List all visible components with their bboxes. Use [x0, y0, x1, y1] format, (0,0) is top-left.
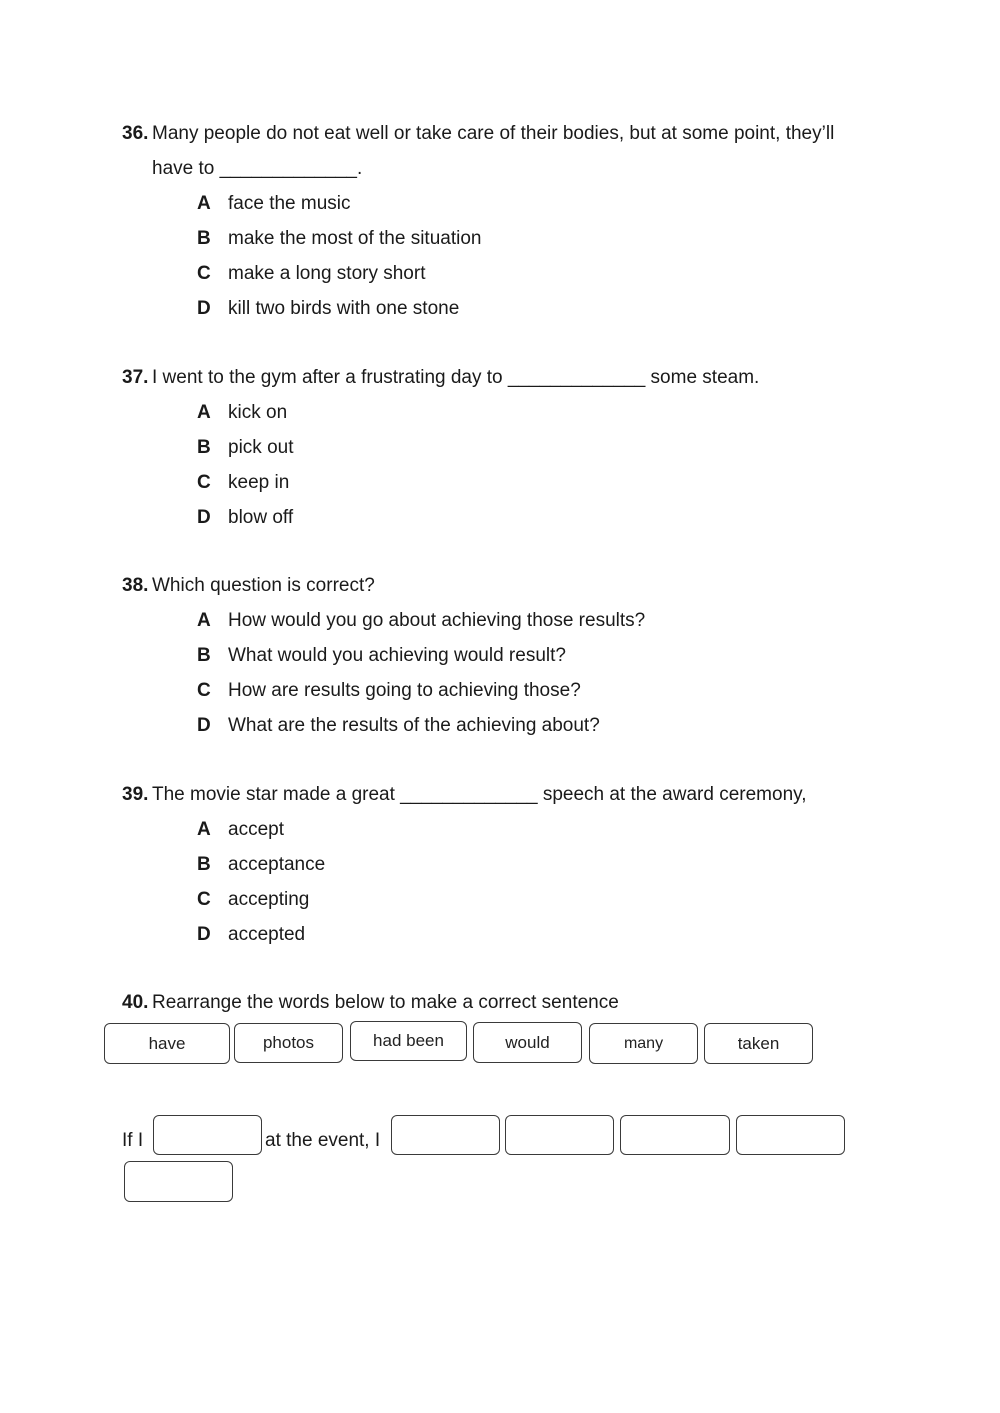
option-a[interactable] [122, 603, 902, 638]
option-letter: B [197, 437, 211, 458]
option-d[interactable] [122, 291, 902, 326]
question-40 [122, 985, 902, 1020]
word-tile-many[interactable]: many [589, 1023, 698, 1064]
question-text-cont: have to _____________. [152, 158, 363, 179]
word-tile-taken[interactable]: taken [704, 1023, 813, 1064]
option-c[interactable] [122, 882, 902, 917]
option-d[interactable] [122, 917, 902, 952]
option-text: blow off [228, 507, 294, 528]
drop-box-5[interactable] [736, 1115, 845, 1155]
option-c[interactable] [122, 465, 902, 500]
question-text: Many people do not eat well or take care of their bodies, but at some point, they’ll [152, 123, 835, 144]
option-b[interactable] [122, 221, 902, 256]
option-text: kick on [228, 402, 288, 423]
option-letter: C [197, 263, 211, 284]
option-text: kill two birds with one stone [228, 298, 460, 319]
option-text: accepted [228, 924, 306, 945]
option-text: accept [228, 819, 284, 840]
question-text: Rearrange the words below to make a correct sentence [152, 992, 619, 1013]
option-letter: D [197, 507, 211, 528]
question-37 [122, 360, 902, 535]
option-letter: B [197, 854, 211, 875]
option-letter: C [197, 472, 211, 493]
question-text: Which question is correct? [152, 575, 375, 596]
option-text: keep in [228, 472, 290, 493]
sentence-part-1: If I [122, 1130, 144, 1151]
option-c[interactable] [122, 673, 902, 708]
question-text: I went to the gym after a frustrating day to _____________ some steam. [152, 367, 760, 388]
question-number: 36. [122, 123, 149, 144]
option-b[interactable] [122, 638, 902, 673]
sentence-part-2: at the event, I [265, 1130, 381, 1151]
option-letter: A [197, 610, 211, 631]
option-text: pick out [228, 437, 294, 458]
question-number: 37. [122, 367, 149, 388]
drop-box-2[interactable] [391, 1115, 500, 1155]
option-letter: D [197, 298, 211, 319]
drop-box-3[interactable] [505, 1115, 614, 1155]
option-text: How are results going to achieving those? [228, 680, 581, 701]
option-d[interactable] [122, 708, 902, 743]
word-tile-have[interactable]: have [104, 1023, 230, 1064]
option-letter: C [197, 889, 211, 910]
option-d[interactable] [122, 500, 902, 535]
option-text: face the music [228, 193, 351, 214]
word-tile-would[interactable]: would [473, 1022, 582, 1063]
question-38 [122, 568, 902, 743]
option-letter: B [197, 645, 211, 666]
drop-box-6[interactable] [124, 1161, 233, 1202]
option-text: accepting [228, 889, 310, 910]
question-36 [122, 116, 902, 326]
option-a[interactable] [122, 812, 902, 847]
option-text: acceptance [228, 854, 326, 875]
option-c[interactable] [122, 256, 902, 291]
option-text: How would you go about achieving those results? [228, 610, 646, 631]
word-tile-photos[interactable]: photos [234, 1023, 343, 1063]
drop-box-4[interactable] [620, 1115, 730, 1155]
option-a[interactable] [122, 395, 902, 430]
question-number: 40. [122, 992, 149, 1013]
option-text: make a long story short [228, 263, 426, 284]
word-tile-had-been[interactable]: had been [350, 1021, 467, 1061]
option-letter: B [197, 228, 211, 249]
question-number: 38. [122, 575, 149, 596]
option-text: What are the results of the achieving about? [228, 715, 600, 736]
option-b[interactable] [122, 847, 902, 882]
option-letter: A [197, 193, 211, 214]
option-a[interactable] [122, 186, 902, 221]
option-text: make the most of the situation [228, 228, 482, 249]
option-letter: C [197, 680, 211, 701]
option-letter: D [197, 715, 211, 736]
option-b[interactable] [122, 430, 902, 465]
drop-box-1[interactable] [153, 1115, 262, 1155]
option-letter: A [197, 402, 211, 423]
question-text: The movie star made a great _____________ speech at the award ceremony, [152, 784, 807, 805]
option-letter: A [197, 819, 211, 840]
option-letter: D [197, 924, 211, 945]
question-number: 39. [122, 784, 149, 805]
option-text: What would you achieving would result? [228, 645, 566, 666]
question-39 [122, 777, 902, 952]
